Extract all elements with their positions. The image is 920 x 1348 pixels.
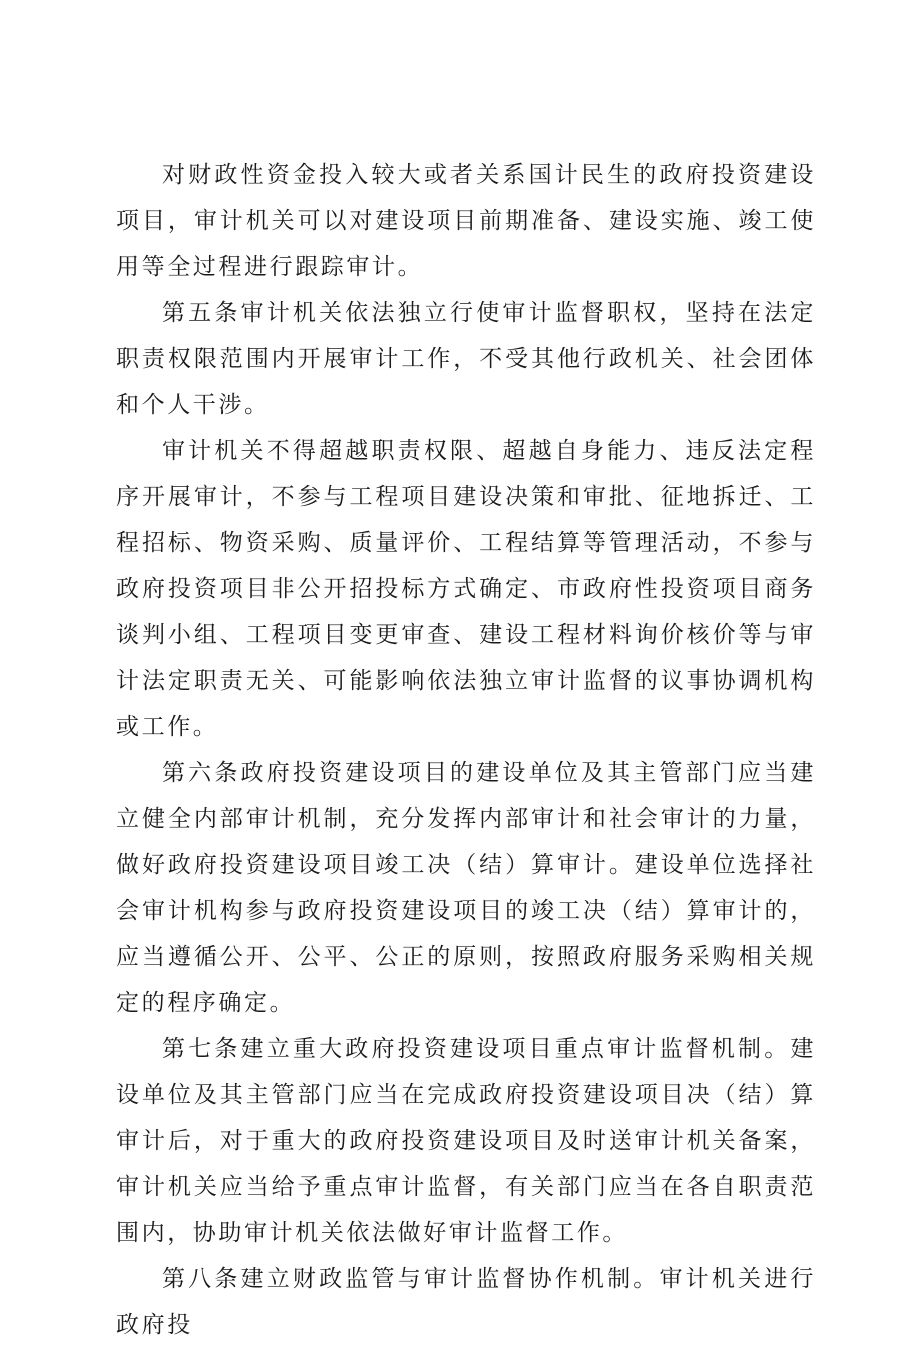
paragraph-tracking-audit: 对财政性资金投入较大或者关系国计民生的政府投资建设项目，审计机关可以对建设项目前期准备、建设实施、竣工使用等全过程进行跟踪审计。 [116, 162, 816, 280]
paragraph-article-8: 第八条建立财政监管与审计监督协作机制。审计机关进行政府投 [116, 1266, 816, 1338]
paragraph-article-6: 第六条政府投资建设项目的建设单位及其主管部门应当建立健全内部审计机制，充分发挥内部审计和社会审计的力量，做好政府投资建设项目竣工决（结）算审计。建设单位选择社会审计机构参与政府投资建设项目的竣工决（结）算审计的，应当遵循公开、公平、公正的原则，按照政府服务采购相关规定的程序确定。 [116, 760, 816, 1016]
paragraph-article-5: 第五条审计机关依法独立行使审计监督职权，坚持在法定职责权限范围内开展审计工作，不受其他行政机关、社会团体和个人干涉。 [116, 300, 816, 418]
document-body [116, 152, 816, 1348]
paragraph-audit-restrictions: 审计机关不得超越职责权限、超越自身能力、违反法定程序开展审计，不参与工程项目建设决策和审批、征地拆迁、工程招标、物资采购、质量评价、工程结算等管理活动，不参与政府投资项目非公开招投标方式确定、市政府性投资项目商务谈判小组、工程项目变更审查、建设工程材料询价核价等与审计法定职责无关、可能影响依法独立审计监督的议事协调机构或工作。 [116, 438, 816, 740]
paragraph-article-7: 第七条建立重大政府投资建设项目重点审计监督机制。建设单位及其主管部门应当在完成政府投资建设项目决（结）算审计后，对于重大的政府投资建设项目及时送审计机关备案，审计机关应当给予重点审计监督，有关部门应当在各自职责范围内，协助审计机关依法做好审计监督工作。 [116, 1036, 816, 1246]
